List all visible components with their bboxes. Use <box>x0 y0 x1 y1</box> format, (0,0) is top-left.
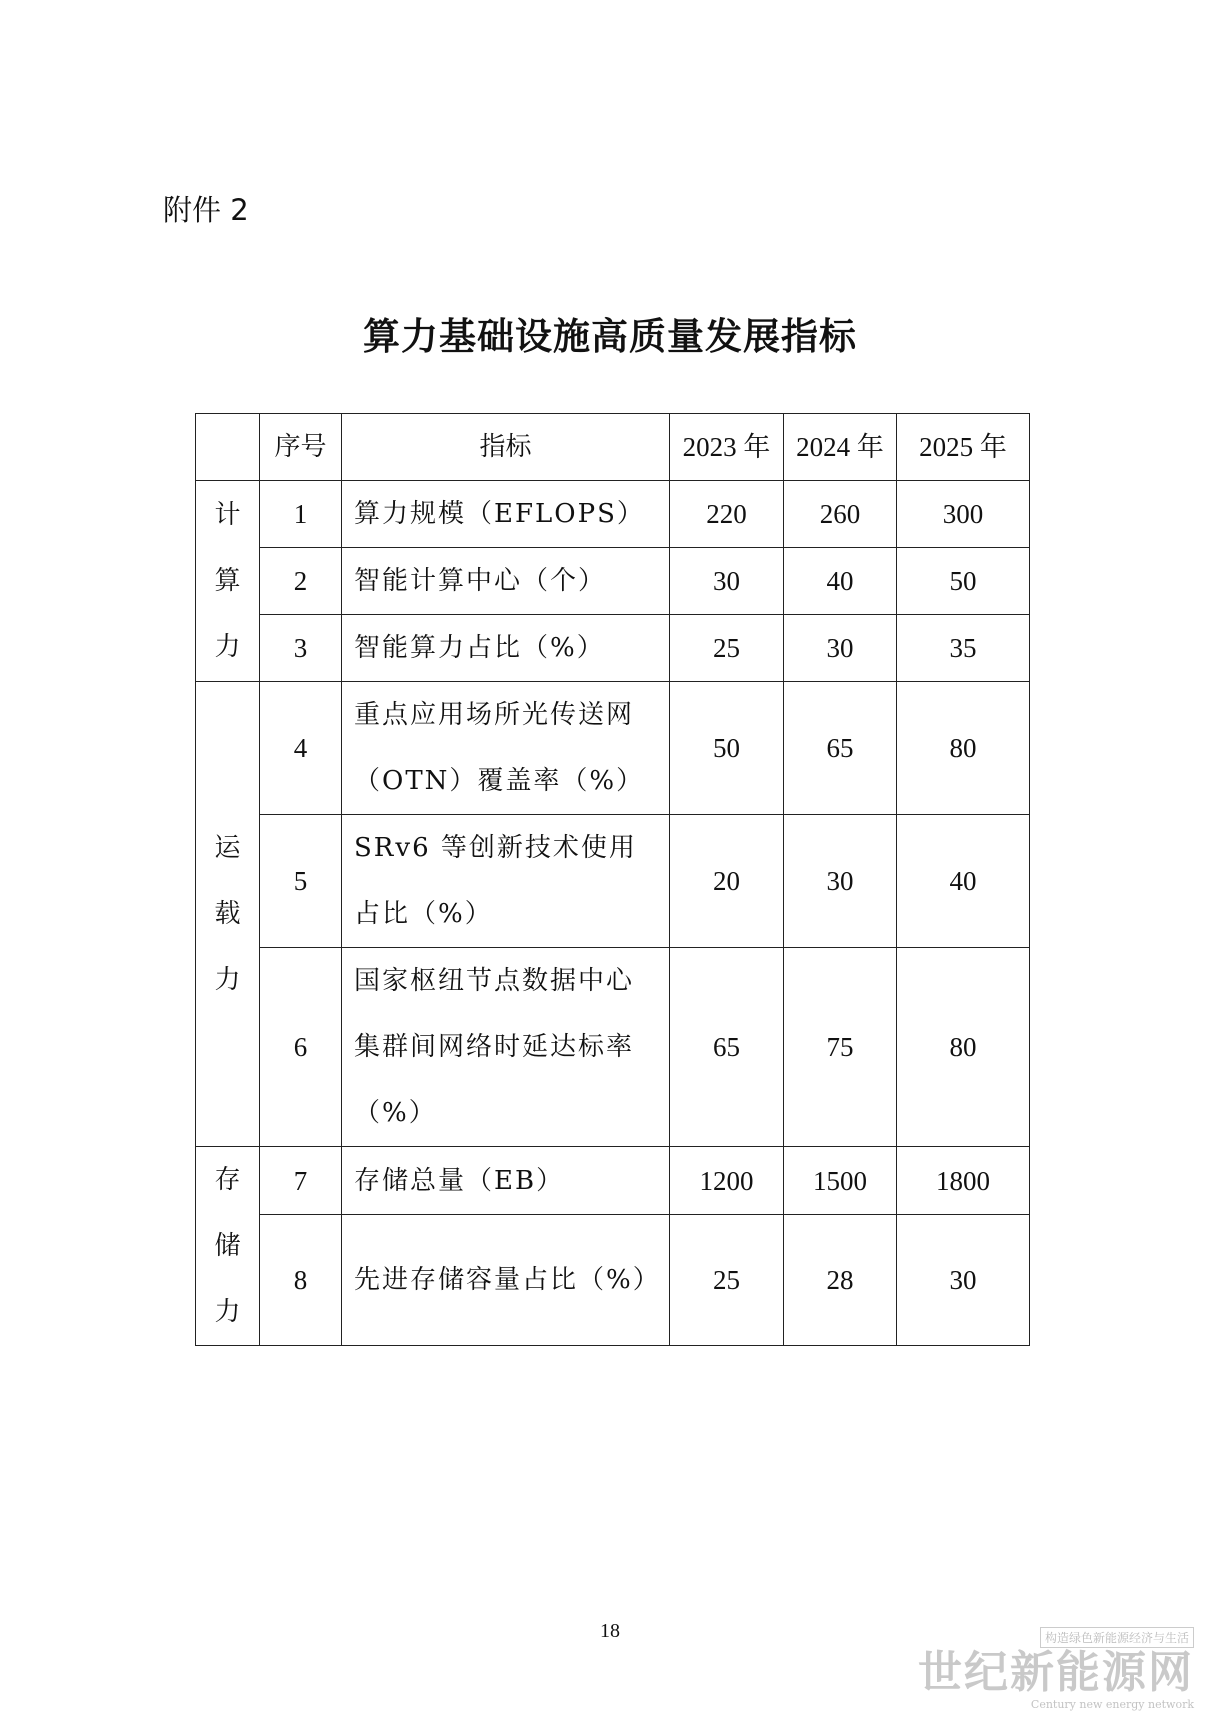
row-no: 7 <box>260 1147 342 1215</box>
row-2023: 25 <box>670 615 784 682</box>
row-2024: 30 <box>784 815 897 948</box>
row-2025: 300 <box>897 481 1030 548</box>
row-indicator: 国家枢纽节点数据中心集群间网络时延达标率（%） <box>342 948 670 1147</box>
watermark-logo <box>918 1627 1194 1711</box>
row-2024: 40 <box>784 548 897 615</box>
row-2023: 30 <box>670 548 784 615</box>
header-category <box>196 414 260 481</box>
row-2023: 65 <box>670 948 784 1147</box>
row-2025: 80 <box>897 682 1030 815</box>
category-cell <box>196 682 260 1147</box>
row-2024: 65 <box>784 682 897 815</box>
row-2025: 40 <box>897 815 1030 948</box>
row-2024: 260 <box>784 481 897 548</box>
category-label: 运载力 <box>214 833 241 995</box>
header-2023: 2023 年 <box>670 414 784 481</box>
row-no: 6 <box>260 948 342 1147</box>
row-2025: 30 <box>897 1215 1030 1346</box>
table-row <box>196 1147 1030 1215</box>
row-indicator: 智能计算中心（个） <box>342 548 670 615</box>
document-title: 算力基础设施高质量发展指标 <box>363 314 857 358</box>
table-row <box>196 481 1030 548</box>
table-row <box>196 682 1030 815</box>
row-2024: 28 <box>784 1215 897 1346</box>
row-2023: 20 <box>670 815 784 948</box>
row-no: 4 <box>260 682 342 815</box>
table-row <box>196 815 1030 948</box>
watermark-slogan: 构造绿色新能源经济与生活 <box>1040 1627 1194 1648</box>
header-2025: 2025 年 <box>897 414 1030 481</box>
page-number: 18 <box>600 1620 620 1642</box>
row-no: 8 <box>260 1215 342 1346</box>
row-2025: 35 <box>897 615 1030 682</box>
header-indicator: 指标 <box>342 414 670 481</box>
row-indicator: SRv6 等创新技术使用占比（%） <box>342 815 670 948</box>
header-2024: 2024 年 <box>784 414 897 481</box>
table-row <box>196 615 1030 682</box>
category-label: 存储力 <box>214 1165 241 1327</box>
row-2023: 50 <box>670 682 784 815</box>
table-row <box>196 1215 1030 1346</box>
row-no: 1 <box>260 481 342 548</box>
watermark-english: Century new energy network <box>1030 1698 1194 1711</box>
row-indicator: 重点应用场所光传送网（OTN）覆盖率（%） <box>342 682 670 815</box>
indicator-table <box>195 413 1030 1346</box>
row-indicator: 先进存储容量占比（%） <box>342 1215 670 1346</box>
row-2023: 1200 <box>670 1147 784 1215</box>
watermark-name: 世纪新能源网 <box>918 1647 1194 1698</box>
table-header-row <box>196 414 1030 481</box>
row-2023: 25 <box>670 1215 784 1346</box>
table-row <box>196 948 1030 1147</box>
row-2025: 50 <box>897 548 1030 615</box>
row-2023: 220 <box>670 481 784 548</box>
attachment-label: 附件 2 <box>163 193 249 227</box>
row-2024: 75 <box>784 948 897 1147</box>
row-no: 2 <box>260 548 342 615</box>
row-2025: 80 <box>897 948 1030 1147</box>
row-no: 5 <box>260 815 342 948</box>
category-cell <box>196 1147 260 1346</box>
table-row <box>196 548 1030 615</box>
row-indicator: 存储总量（EB） <box>342 1147 670 1215</box>
row-2024: 30 <box>784 615 897 682</box>
row-indicator: 算力规模（EFLOPS） <box>342 481 670 548</box>
header-no: 序号 <box>260 414 342 481</box>
row-2024: 1500 <box>784 1147 897 1215</box>
row-indicator: 智能算力占比（%） <box>342 615 670 682</box>
category-label: 计算力 <box>214 500 241 662</box>
row-2025: 1800 <box>897 1147 1030 1215</box>
row-no: 3 <box>260 615 342 682</box>
category-cell <box>196 481 260 682</box>
